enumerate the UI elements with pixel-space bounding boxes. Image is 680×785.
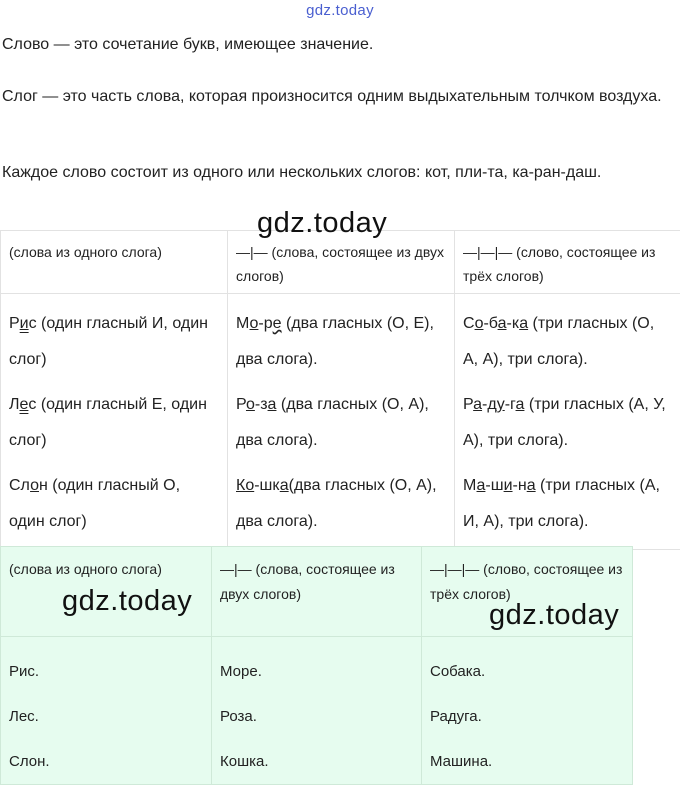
list-item: Кошка.	[220, 739, 413, 784]
word-analysis: Со-ба-ка (три гласных (О, А, А), три слога).	[463, 306, 672, 378]
three-syllable-words	[422, 637, 633, 785]
syllable-analysis-table	[0, 230, 680, 550]
list-item: Машина.	[430, 739, 624, 784]
word-analysis: Слон (один гласный О, один слог)	[9, 468, 219, 540]
header-two-syllables: —|— (слова, состоящее из двух слогов)	[228, 231, 455, 294]
list-item: Роза.	[220, 694, 413, 739]
word-analysis: Рис (один гласный И, один слог)	[9, 306, 219, 378]
word-analysis: Ро-за (два гласных (О, А), два слога).	[236, 387, 446, 459]
word-analysis: Мо-ре (два гласных (О, Е), два слога).	[236, 306, 446, 378]
word-analysis: Ра-ду-га (три гласных (А, У, А), три слога).	[463, 387, 672, 459]
top-watermark: gdz.today	[0, 2, 680, 19]
watermark: gdz.today	[489, 599, 619, 632]
definition-word: Слово — это сочетание букв, имеющее значение.	[2, 36, 373, 54]
header-one-syllable: (слова из одного слога)	[1, 547, 212, 637]
word-analysis: Лес (один гласный Е, один слог)	[9, 387, 219, 459]
list-item: Рис.	[9, 649, 203, 694]
header-three-syllables: —|—|— (слово, состоящее из трёх слогов)	[455, 231, 680, 294]
header-one-syllable: (слова из одного слога)	[1, 231, 228, 294]
answer-table	[0, 546, 633, 785]
watermark: gdz.today	[62, 585, 192, 618]
definition-syllable: Слог — это часть слова, которая произносится одним выдыхательным толчком воздуха.	[2, 79, 662, 115]
syllable-examples: Каждое слово состоит из одного или нескольких слогов: кот, пли-та, ка-ран-даш.	[2, 155, 667, 191]
list-item: Слон.	[9, 739, 203, 784]
two-syllable-words	[212, 637, 422, 785]
header-two-syllables: —|— (слова, состоящее из двух слогов)	[212, 547, 422, 637]
list-item: Собака.	[430, 649, 624, 694]
three-syllables-column	[455, 294, 680, 550]
word-analysis: Ко-шка(два гласных (О, А), два слога).	[236, 468, 446, 540]
list-item: Море.	[220, 649, 413, 694]
one-syllable-column	[1, 294, 228, 550]
list-item: Лес.	[9, 694, 203, 739]
one-syllable-words	[1, 637, 212, 785]
word-analysis: Ма-ши-на (три гласных (А, И, А), три слога).	[463, 468, 672, 540]
watermark: gdz.today	[257, 207, 387, 240]
header-three-syllables: —|—|— (слово, состоящее из трёх слогов)	[422, 547, 633, 637]
two-syllables-column	[228, 294, 455, 550]
list-item: Радуга.	[430, 694, 624, 739]
